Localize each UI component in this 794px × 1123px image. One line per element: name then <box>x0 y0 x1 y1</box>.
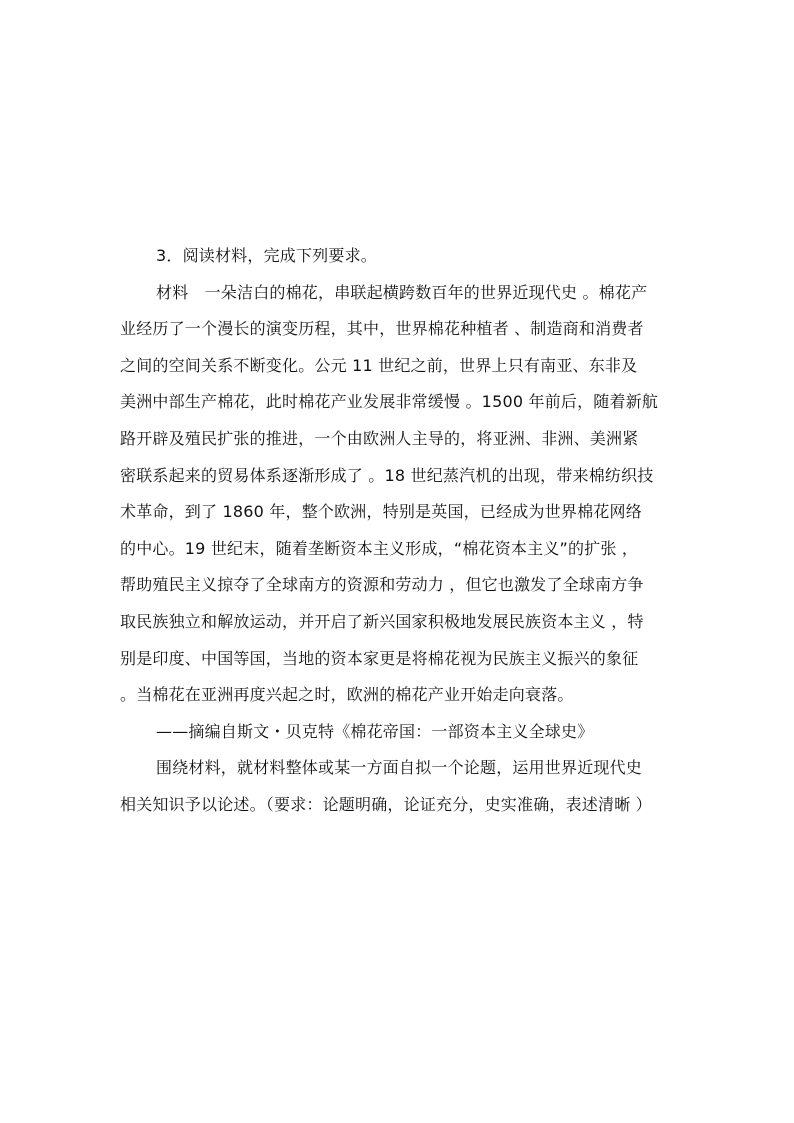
material-line: 术革命，到了 1860 年，整个欧洲，特别是英国，已经成为世界棉花网络 <box>120 502 642 522</box>
material-line: 路开辟及殖民扩张的推进，一个由欧洲人主导的，将亚洲、非洲、美洲紧 <box>120 428 639 448</box>
material-line: 别是印度、中国等国，当地的资本家更是将棉花视为民族主义振兴的象征 <box>120 648 639 668</box>
question-heading: 3．阅读材料，完成下列要求。 <box>156 246 377 265</box>
material-line: 取民族独立和解放运动，并开启了新兴国家积极地发展民族资本主义 ，特 <box>120 611 644 631</box>
question-body <box>120 238 680 824</box>
material-line: 材料 一朵洁白的棉花，串联起横跨数百年的世界近现代史 。棉花产 <box>156 282 648 302</box>
material-line: 帮助殖民主义掠夺了全球南方的资源和劳动力 ，但它也激发了全球南方争 <box>120 575 644 595</box>
material-line: 的中心。19 世纪末，随着垄断资本主义形成，“棉花资本主义”的扩张 ， <box>120 538 639 558</box>
material-line: 之间的空间关系不断变化。公元 11 世纪之前，世界上只有南亚、东非及 <box>120 355 638 375</box>
material-line: 美洲中部生产棉花，此时棉花产业发展非常缓慢 。1500 年前后，随着新航 <box>120 392 659 412</box>
material-line: 业经历了一个漫长的演变历程，其中，世界棉花种植者 、制造商和消费者 <box>120 319 644 339</box>
material-line: 。当棉花在亚洲再度兴起之时，欧洲的棉花产业开始走向衰落。 <box>120 685 574 705</box>
task-line: 围绕材料，就材料整体或某一方面自拟一个论题，运用世界近现代史 <box>156 758 643 778</box>
task-line: 相关知识予以论述。（要求：论题明确，论证充分，史实准确，表述清晰 ） <box>120 794 652 814</box>
source-citation: ——摘编自斯文・贝克特《棉花帝国：一部资本主义全球史》 <box>156 721 594 741</box>
material-line: 密联系起来的贸易体系逐渐形成了 。18 世纪蒸汽机的出现，带来棉纺织技 <box>120 465 654 485</box>
